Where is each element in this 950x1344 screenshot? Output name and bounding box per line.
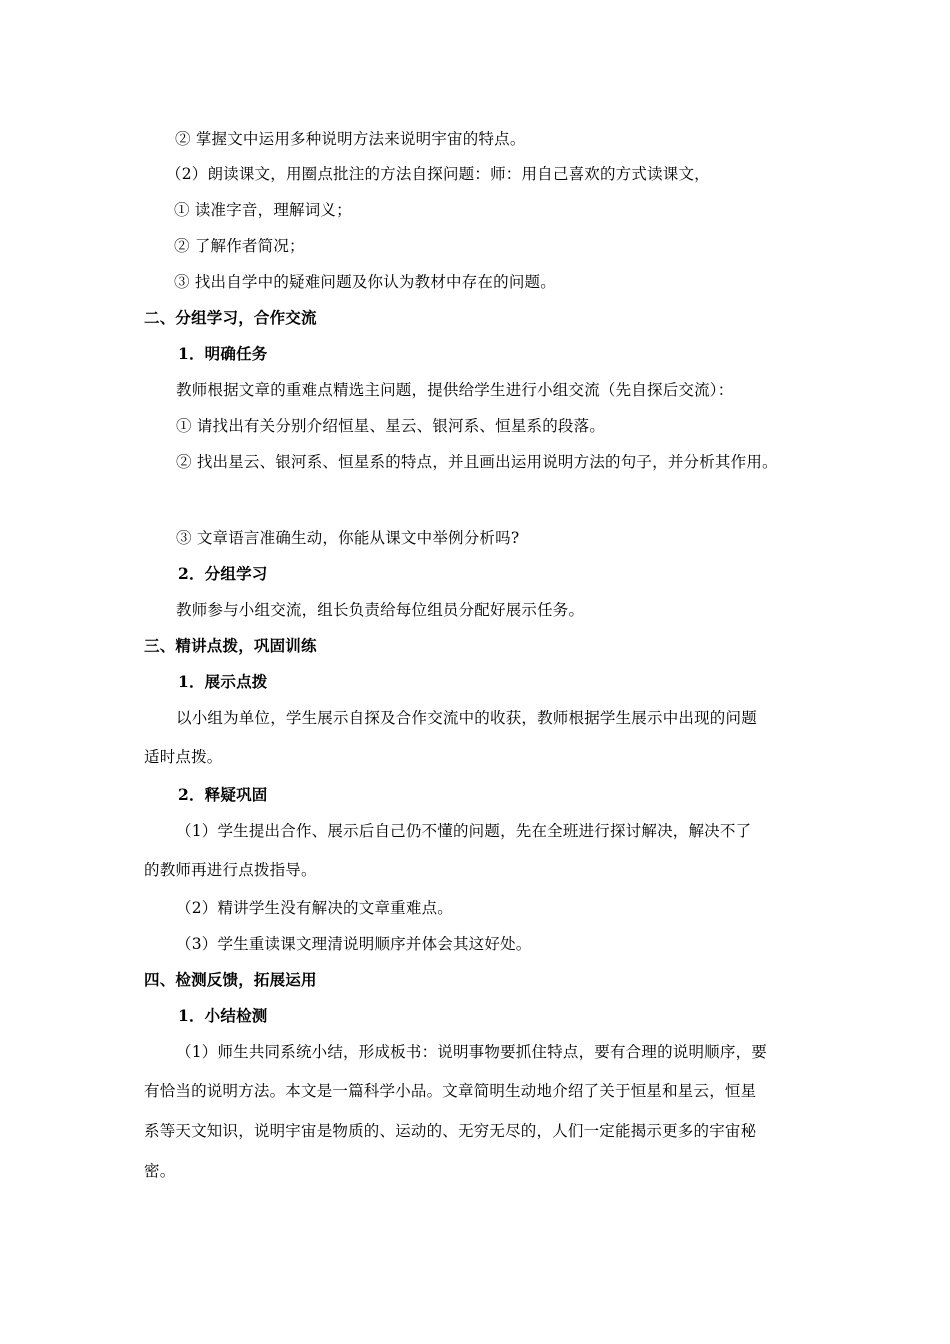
show-guide-text-line-2: 适时点拨。 [144, 748, 223, 766]
subheading-show-guide: 1．展示点拨 [178, 672, 268, 691]
summary-text-line-4: 密。 [144, 1162, 176, 1180]
subheading-resolve-doubts: 2．释疑巩固 [178, 785, 268, 804]
task-item-2: ② 找出星云、银河系、恒星系的特点，并且画出运用说明方法的句子，并分析其作用。 [176, 453, 778, 471]
task-item-1: ① 请找出有关分别介绍恒星、星云、银河系、恒星系的段落。 [176, 417, 606, 435]
resolve-item-1-line-1: （1）学生提出合作、展示后自己仍不懂的问题，先在全班进行探讨解决，解决不了 [176, 822, 752, 840]
section-heading-3: 三、精讲点拨，巩固训练 [144, 636, 317, 655]
subheading-clarify-task: 1．明确任务 [178, 344, 268, 363]
step-2-reading: （2）朗读课文，用圈点批注的方法自探问题：师：用自己喜欢的方式读课文， [166, 165, 710, 183]
section-heading-2: 二、分组学习，合作交流 [144, 308, 317, 327]
reading-item-3: ③ 找出自学中的疑难问题及你认为教材中存在的问题。 [174, 273, 556, 291]
task-intro: 教师根据文章的重难点精选主问题，提供给学生进行小组交流（先自探后交流）： [176, 381, 734, 399]
show-guide-text-line-1: 以小组为单位，学生展示自探及合作交流中的收获，教师根据学生展示中出现的问题 [176, 709, 757, 727]
reading-item-1: ① 读准字音，理解词义； [174, 201, 352, 219]
section-heading-4: 四、检测反馈，拓展运用 [144, 970, 317, 989]
resolve-item-1-line-2: 的教师再进行点拨指导。 [144, 861, 317, 879]
summary-text-line-1: （1）师生共同系统小结，形成板书：说明事物要抓住特点，要有合理的说明顺序，要 [176, 1043, 767, 1061]
resolve-item-2: （2）精讲学生没有解决的文章重难点。 [176, 899, 453, 917]
resolve-item-3: （3）学生重读课文理清说明顺序并体会其这好处。 [176, 935, 532, 953]
objective-item-2: ② 掌握文中运用多种说明方法来说明宇宙的特点。 [175, 130, 526, 148]
summary-text-line-3: 系等天文知识，说明宇宙是物质的、运动的、无穷无尽的，人们一定能揭示更多的宇宙秘 [144, 1122, 757, 1140]
task-item-3: ③ 文章语言准确生动，你能从课文中举例分析吗? [176, 529, 520, 547]
reading-item-2: ② 了解作者简况； [174, 237, 305, 255]
group-study-text: 教师参与小组交流，组长负责给每位组员分配好展示任务。 [176, 601, 585, 619]
subheading-summary-test: 1．小结检测 [178, 1006, 268, 1025]
subheading-group-study: 2．分组学习 [178, 564, 268, 583]
summary-text-line-2: 有恰当的说明方法。本文是一篇科学小品。文章简明生动地介绍了关于恒星和星云，恒星 [144, 1082, 757, 1100]
